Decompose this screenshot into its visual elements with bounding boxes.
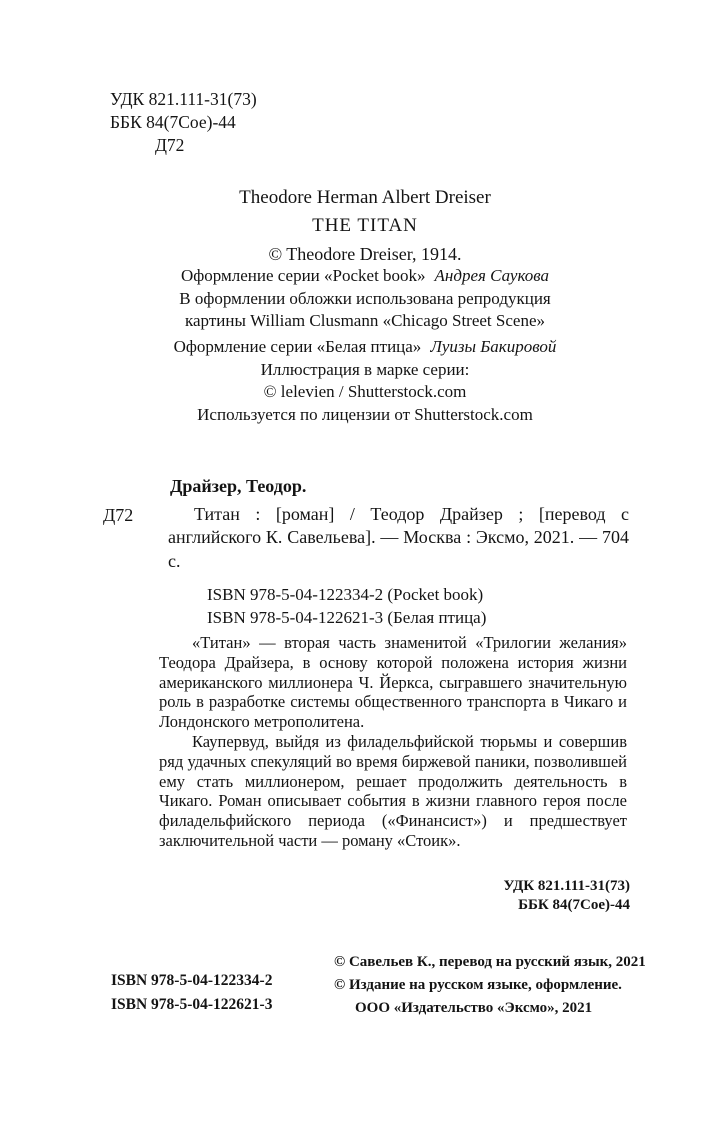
original-title: THE TITAN bbox=[312, 215, 418, 236]
bbk-code-bottom: ББК 84(7Сое)-44 bbox=[518, 896, 630, 913]
isbn-pocket-book: ISBN 978-5-04-122334-2 (Pocket book) bbox=[207, 585, 484, 604]
cover-art-credit-line1: В оформлении обложки использована репродукция bbox=[179, 288, 551, 308]
series-design-line bbox=[85, 265, 645, 288]
license-note: Используется по лицензии от Shutterstock.com bbox=[197, 404, 533, 424]
annotation-paragraph-2: Каупервуд, выйдя из филадельфийской тюрьмы и совершив ряд удачных спекуляций во время биржевой паники, позволившей ему стать миллионером, решает продолжить деятельность в Чикаго. Роман описывает события в жизни главного героя после филадельфийского периода («Финансист») и предшествует заключительной части — роману «Стоик». bbox=[159, 731, 627, 850]
isbn-block-middle bbox=[207, 583, 486, 629]
bbk-code-top: ББК 84(7Сое)-44 bbox=[110, 112, 236, 132]
series-design-text: Оформление серии «Белая птица» bbox=[173, 337, 422, 356]
footer-publisher: ООО «Издательство «Эксмо», 2021 bbox=[355, 1000, 593, 1016]
series-design-white-bird bbox=[85, 336, 645, 426]
udk-code-top: УДК 821.111-31(73) bbox=[110, 89, 257, 109]
series-design-text: Оформление серии «Pocket book» bbox=[180, 266, 426, 285]
illustration-copyright: © lelevien / Shutterstock.com bbox=[263, 382, 467, 401]
annotation-paragraph-1: «Титан» — вторая часть знаменитой «Трилогии желания» Теодора Драйзера, в основу которой положена история жизни американского миллионера Ч. Йеркса, сыгравшего значительную роль в разработке системы общественного транспорта в Чикаго и Лондонского метрополитена. bbox=[159, 633, 627, 732]
original-copyright: © Theodore Dreiser, 1914. bbox=[268, 244, 462, 264]
footer-isbn-block bbox=[111, 969, 272, 1016]
series-design-line bbox=[85, 336, 645, 359]
title-block bbox=[85, 184, 645, 268]
footer-copyright-block bbox=[334, 951, 646, 1020]
bibliographic-record: Титан : [роман] / Теодор Драйзер ; [перевод с английского К. Савельева]. — Москва : Эксмо, 2021. — 704 с. bbox=[168, 504, 629, 571]
series-designer-name: Андрея Саукова bbox=[434, 266, 550, 285]
series-designer-name: Луизы Бакировой bbox=[430, 337, 557, 356]
series-design-pocket-book bbox=[85, 265, 645, 333]
isbn-white-bird: ISBN 978-5-04-122621-3 (Белая птица) bbox=[207, 608, 487, 627]
bibliographic-author: Драйзер, Теодор. bbox=[170, 476, 307, 496]
udk-code-bottom: УДК 821.111-31(73) bbox=[503, 878, 630, 894]
catalog-codes-bottom bbox=[380, 877, 630, 914]
bibliographic-index: Д72 bbox=[103, 505, 134, 525]
footer-edition-copyright: © Издание на русском языке, оформление. bbox=[334, 977, 622, 993]
author-sign-top: Д72 bbox=[155, 135, 185, 155]
footer-isbn-1: ISBN 978-5-04-122334-2 bbox=[111, 972, 273, 989]
footer-translation-copyright: © Савельев К., перевод на русский язык, 2021 bbox=[334, 954, 646, 970]
annotation bbox=[159, 633, 627, 851]
cover-art-credit-line2: картины William Clusmann «Chicago Street Scene» bbox=[185, 311, 545, 330]
catalog-codes-top bbox=[110, 88, 257, 157]
series-mark-illustration-line: Иллюстрация в марке серии: bbox=[260, 359, 470, 379]
original-author-name: Theodore Herman Albert Dreiser bbox=[239, 187, 491, 208]
footer-isbn-2: ISBN 978-5-04-122621-3 bbox=[111, 995, 273, 1013]
